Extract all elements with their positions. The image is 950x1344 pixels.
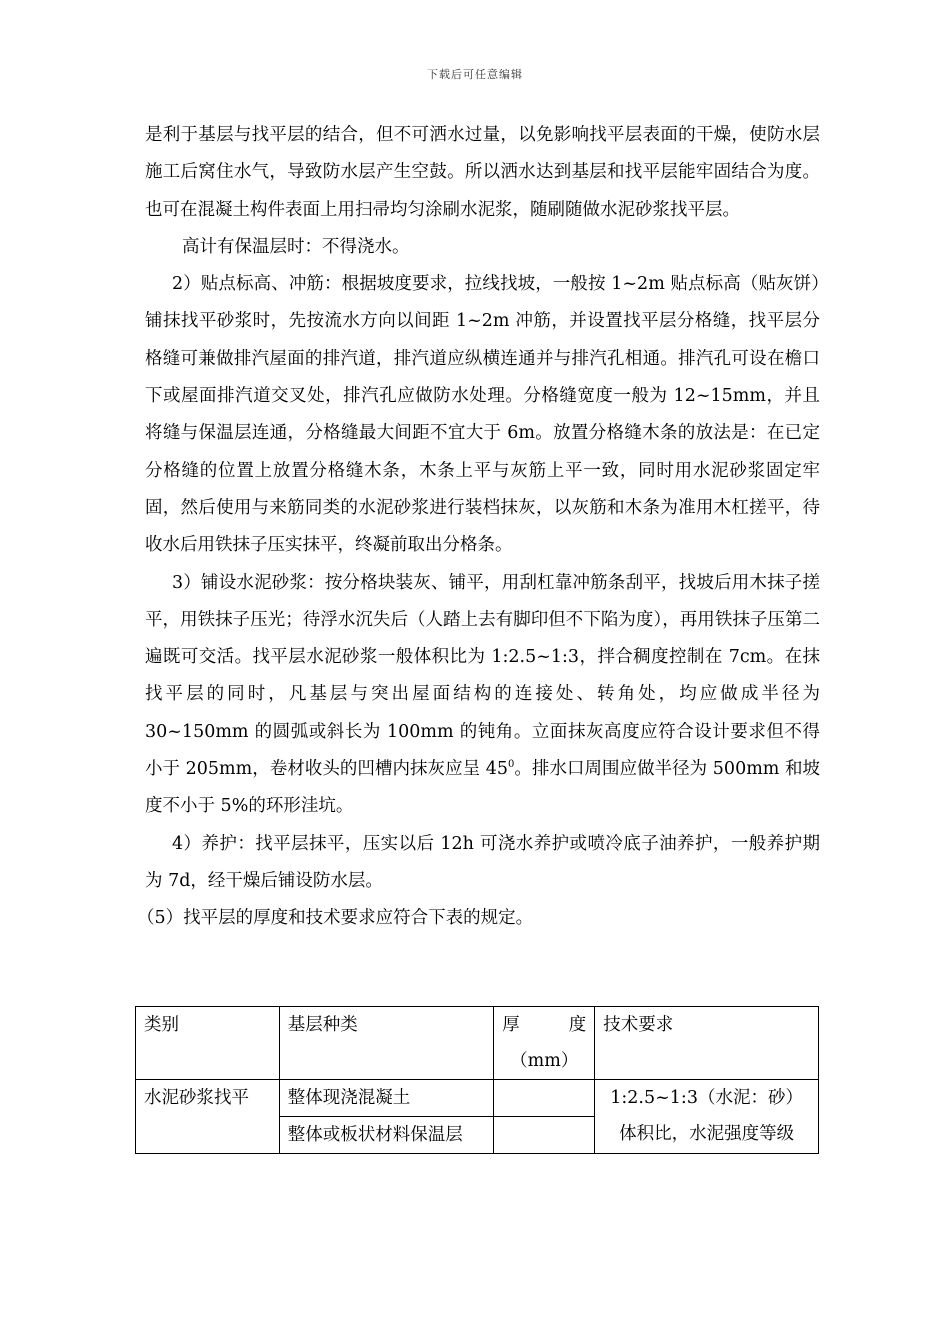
header-thickness-char-1: 厚: [502, 1015, 520, 1035]
paragraph-step-2: 2）贴点标高、冲筋：根据坡度要求，拉线找坡，一般按 1~2m 贴点标高（贴灰饼）铺抹找平砂浆时，先按流水方向以间距 1~2m 冲筋，并设置找平层分格缝，找平层分格缝可兼做排汽屋面的排汽道，排汽道应纵横连通并与排汽孔相通。排汽孔可设在檐口下或屋面排汽道交叉处，排汽孔应做防水处理。分格缝宽度一般为 12~15mm，并且将缝与保温层连通，分格缝最大间距不宜大于 6m。放置分格缝木条的放法是：在已定分格缝的位置上放置分格缝木条，木条上平与灰筋上平一致，同时用水泥砂浆固定牢固，然后使用与来筋同类的水泥砂浆进行装档抹灰，以灰筋和木条为准用木杠搓平，待收水后用铁抹子压实抹平，终凝前取出分格条。: [145, 274, 820, 556]
header-thickness-char-2: 度: [568, 1015, 587, 1035]
page-header: 下载后可任意编辑: [427, 68, 523, 81]
cell-tech-requirement: [595, 1080, 819, 1154]
specification-table: [135, 1006, 819, 1154]
paragraph-insulation-note: 高计有保温层时：不得浇水。: [182, 236, 410, 257]
paragraph-base-wetting: 是利于基层与找平层的结合，但不可洒水过量，以免影响找平层表面的干燥，使防水层施工后窝住水气，导致防水层产生空鼓。所以洒水达到基层和找平层能牢固结合为度。也可在混凝土构件表面上用扫帚均匀涂刷水泥浆，随刷随做水泥砂浆找平层。: [145, 125, 820, 220]
step-3-text-end: 。排水口周围应做半径为 500mm 和坡度不小于 5%的环形洼坑。: [145, 759, 821, 817]
table-row: [136, 1080, 819, 1117]
header-base-type: 基层种类: [279, 1007, 494, 1080]
document-body: [137, 117, 821, 938]
cell-base-1: 整体现浇混凝土: [279, 1080, 494, 1117]
degree-superscript: 0: [508, 759, 515, 771]
cell-thickness-1: [494, 1080, 595, 1117]
paragraph-step-3: [145, 565, 820, 826]
cell-thickness-2: [494, 1117, 595, 1154]
step-3-text: 3）铺设水泥砂浆：按分格块装灰、铺平，用刮杠靠冲筋条刮平，找坡后用木抹子搓平，用铁抹子压光；待浮水沉失后（人踏上去有脚印但不下陷为度），再用铁抹子压第二遍既可交活。找平层水泥砂浆一般体积比为 1:2.5~1:3，拌合稠度控制在 7cm。在抹找平层的同时，凡基层与突出屋面结构的连接处、转角处，均应做成半径为 30~150mm 的圆弧或斜长为 100mm 的钝角。立面抹灰高度应符合设计要求但不得小于 205mm，卷材收头的凹槽内抹灰应呈 45: [145, 572, 820, 780]
header-thickness-unit: （mm）: [510, 1051, 579, 1071]
header-category: 类别: [136, 1007, 280, 1080]
table-header-row: [136, 1007, 819, 1080]
tech-line-1: 1:2.5~1:3（水泥：砂）: [610, 1088, 803, 1108]
header-tech-requirement: 技术要求: [595, 1007, 819, 1080]
cell-base-2: 整体或板状材料保温层: [279, 1117, 494, 1154]
paragraph-step-5: （5）找平层的厚度和技术要求应符合下表的规定。: [137, 908, 534, 929]
paragraph-step-4: 4）养护：找平层抹平，压实以后 12h 可浇水养护或喷冷底子油养护，一般养护期为 7d，经干燥后铺设防水层。: [145, 833, 820, 891]
cell-category: 水泥砂浆找平: [136, 1080, 280, 1154]
tech-line-2: 体积比，水泥强度等级: [619, 1124, 795, 1144]
header-thickness: [494, 1007, 595, 1080]
